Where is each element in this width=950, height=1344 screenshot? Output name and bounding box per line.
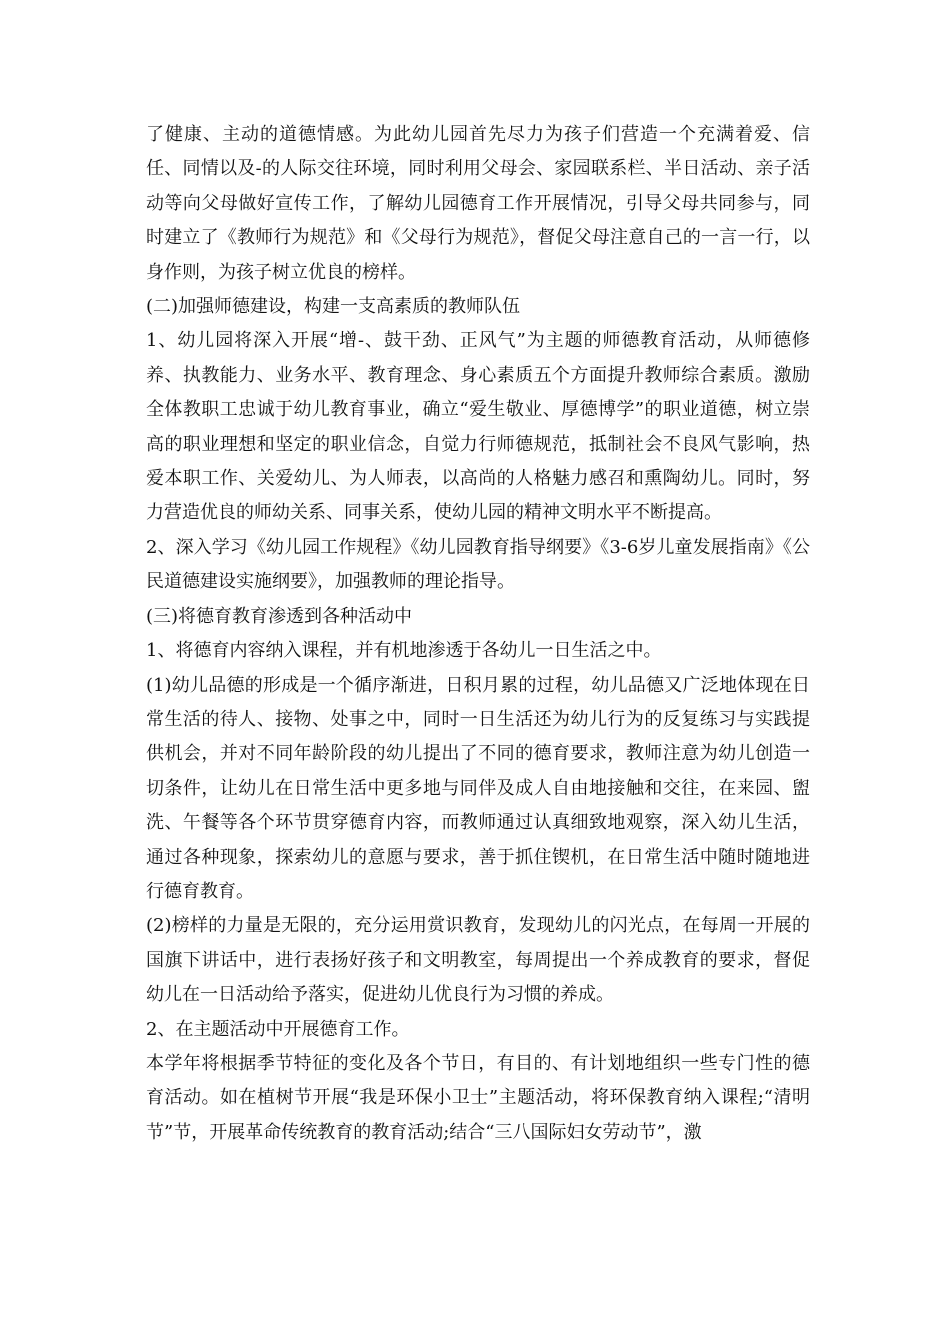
paragraph-role-models: (2)榜样的力量是无限的，充分运用赏识教育，发现幼儿的闪光点，在每周一开展的国旗下讲话中，进行表扬好孩子和文明教室，每周提出一个养成教育的要求，督促幼儿在一日活动给予落实，促进幼儿优良行为习惯的养成。 [146,915,810,1006]
paragraph-theme-activities: 2、在主题活动中开展德育工作。 [146,1018,410,1040]
paragraph-study-regulations: 2、深入学习《幼儿园工作规程》《幼儿园教育指导纲要》《3-6岁儿童发展指南》《公民道德建设实施纲要》，加强教师的理论指导。 [146,536,810,593]
paragraph-moral-emotion: 了健康、主动的道德情感。为此幼儿园首先尽力为孩子们营造一个充满着爱、信任、同情以及-的人际交往环境，同时利用父母会、家园联系栏、半日活动、亲子活动等向父母做好宣传工作，了解幼儿园德育工作开展情况，引导父母共同参与，同时建立了《教师行为规范》和《父母行为规范》，督促父母注意自己的一言一行，以身作则，为孩子树立优良的榜样。 [146,124,810,283]
paragraph-ethics-activity: 1、幼儿园将深入开展“增-、鼓干劲、正风气”为主题的师德教育活动，从师德修养、执教能力、业务水平、教育理念、身心素质五个方面提升教师综合素质。激励全体教职工忠诚于幼儿教育事业，确立“爱生敬业、厚德博学”的职业道德，树立崇高的职业理想和坚定的职业信念，自觉力行师德规范，抵制社会不良风气影响，热爱本职工作、关爱幼儿、为人师表，以高尚的人格魅力感召和熏陶幼儿。同时，努力营造优良的师幼关系、同事关系，使幼儿园的精神文明水平不断提高。 [146,330,810,524]
paragraph-curriculum: 1、将德育内容纳入课程，并有机地渗透于各幼儿一日生活之中。 [146,640,662,662]
heading-moral-in-activities: (三)将德育教育渗透到各种活动中 [146,605,413,627]
heading-teacher-ethics: (二)加强师德建设，构建一支高素质的教师队伍 [146,296,521,318]
paragraph-daily-life: (1)幼儿品德的形成是一个循序渐进，日积月累的过程，幼儿品德又广泛地体现在日常生活的待人、接物、处事之中，同时一日生活还为幼儿行为的反复练习与实践提供机会，并对不同年龄阶段的幼儿提出了不同的德育要求，教师注意为幼儿创造一切条件，让幼儿在日常生活中更多地与同伴及成人自由地接触和交往，在来园、盥洗、午餐等各个环节贯穿德育内容，而教师通过认真细致地观察，深入幼儿生活，通过各种现象，探索幼儿的意愿与要求，善于抓住锲机，在日常生活中随时随地进行德育教育。 [146,674,810,902]
paragraph-festival-activities: 本学年将根据季节特征的变化及各个节日，有目的、有计划地组织一些专门性的德育活动。如在植树节开展“我是环保小卫士”主题活动，将环保教育纳入课程;“清明节”节，开展革命传统教育的教育活动;结合“三八国际妇女劳动节”，激 [146,1052,810,1143]
document-body [146,118,810,1150]
